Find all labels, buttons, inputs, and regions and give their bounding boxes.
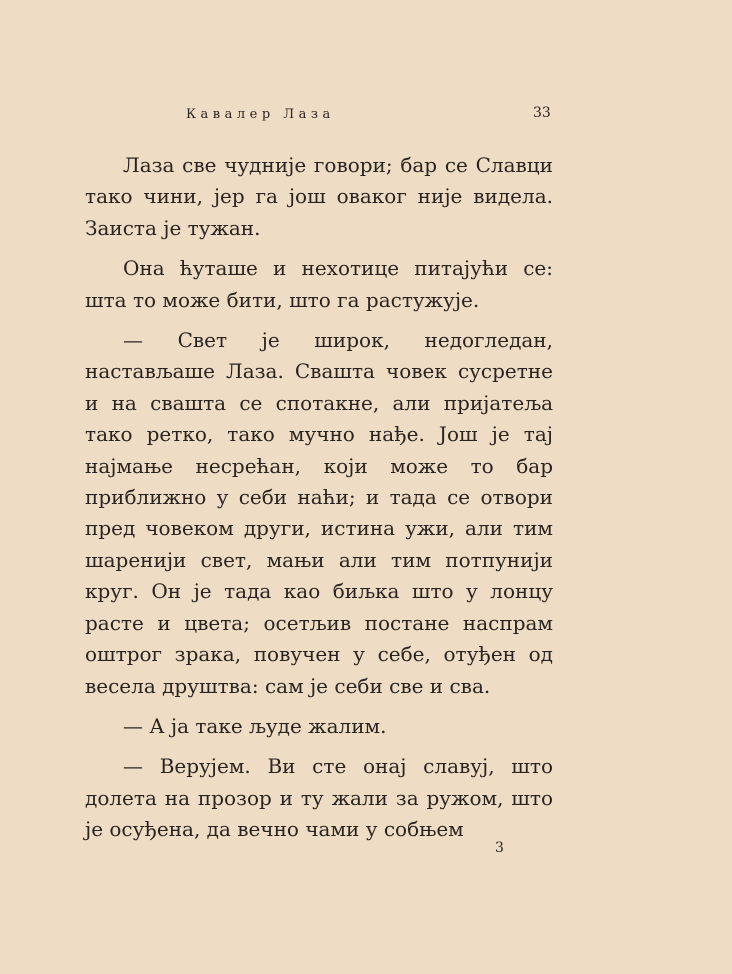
body-text (85, 150, 553, 855)
paragraph: — Свет је широк, недогледан, настављаше Лаза. Свашта човек сусретне и на свашта се спотакне, али пријатеља тако ретко, тако мучно нађе. Још је тај најмање несрећан, који може то бар приближно у себи наћи; и тада се отвори пред човеком други, истина ужи, али тим шаренији свет, мањи али тим потпунији круг. Он је тада као биљка што у лонцу расте и цвета; осетљив постане наспрам оштрог зрака, повучен у себе, отуђен од весела друштва: сам је себи све и сва. (85, 328, 553, 698)
paragraph: Лаза све чудније говори; бар се Славци тако чини, јер га још оваког није видела. Заиста је тужан. (85, 153, 553, 240)
paragraph: — А ја таке људе жалим. (123, 713, 387, 738)
running-head-title: Кавалер Лаза (186, 107, 335, 122)
paragraph: Она ћуташе и нехотице питајући се: шта то може бити, што га растужује. (85, 256, 553, 312)
paragraph: — Верујем. Ви сте онај славуј, што долета на прозор и ту жали за ружом, што је осуђена, да вечно чами у собњем (85, 754, 553, 842)
signature-mark: 3 (495, 840, 504, 856)
page-number: 33 (533, 105, 551, 121)
